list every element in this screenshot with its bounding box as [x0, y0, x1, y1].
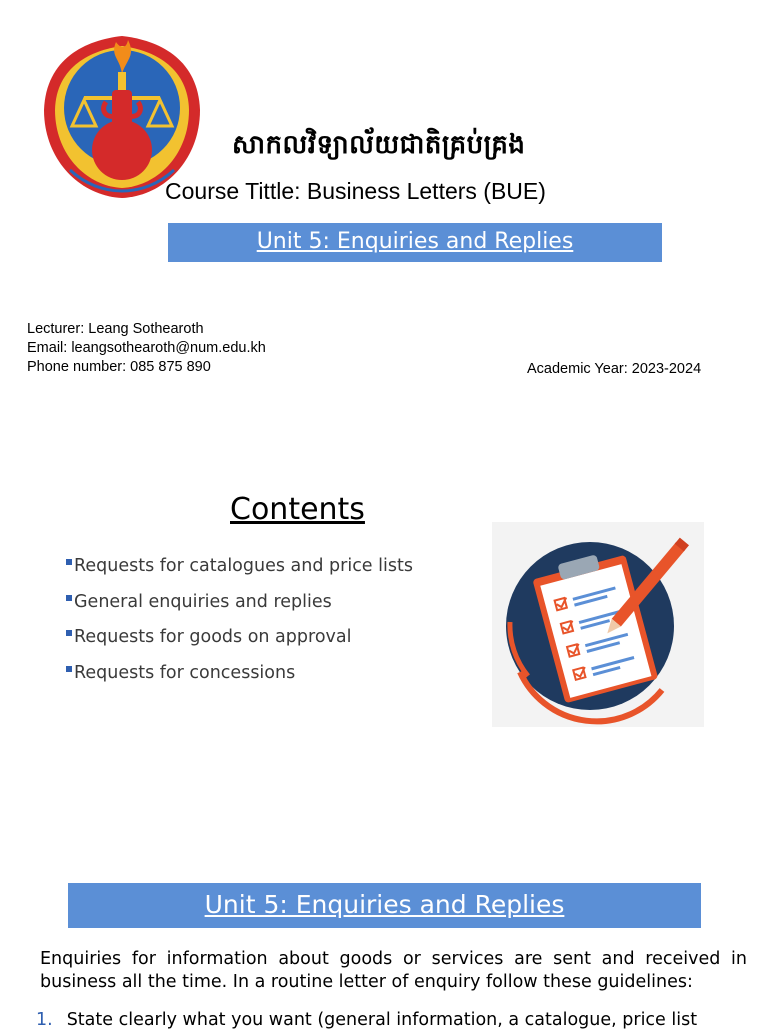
lecturer-phone: Phone number: 085 875 890 — [27, 359, 211, 375]
contents-item — [66, 627, 351, 647]
contents-item-label: Requests for concessions — [74, 663, 296, 683]
unit-title-banner: Unit 5: Enquiries and Replies — [168, 223, 662, 262]
clipboard-checklist-icon — [492, 522, 704, 727]
university-name: សាកលវិទ្យាល័យជាតិគ្រប់គ្រង — [232, 130, 526, 160]
contents-item — [66, 592, 332, 612]
contents-item-label: General enquiries and replies — [74, 592, 332, 612]
contents-item — [66, 556, 413, 576]
bullet-icon — [66, 559, 72, 565]
list-item-text: State clearly what you want (general information, a catalogue, price list — [66, 1010, 698, 1030]
academic-year: Academic Year: 2023-2024 — [527, 361, 702, 377]
contents-item — [66, 663, 295, 683]
contents-item-label: Requests for catalogues and price lists — [74, 556, 413, 576]
bullet-icon — [66, 666, 72, 672]
contents-item-label: Requests for goods on approval — [74, 627, 352, 647]
university-seal-icon — [40, 30, 204, 202]
lecturer-name: Lecturer: Leang Sothearoth — [27, 321, 204, 337]
course-title: Course Tittle: Business Letters (BUE) — [165, 178, 546, 204]
section-title-banner: Unit 5: Enquiries and Replies — [68, 883, 701, 928]
contents-heading: Contents — [230, 492, 365, 527]
intro-paragraph: Enquiries for information about goods or services are sent and received in business all the time. In a routine letter of enquiry follow these guidelines: — [40, 949, 747, 992]
university-logo — [40, 30, 204, 202]
list-number: 1. — [36, 1010, 53, 1030]
guideline-list-item — [36, 1009, 748, 1032]
bullet-icon — [66, 595, 72, 601]
bullet-icon — [66, 630, 72, 636]
lecturer-email: Email: leangsothearoth@num.edu.kh — [27, 340, 266, 356]
